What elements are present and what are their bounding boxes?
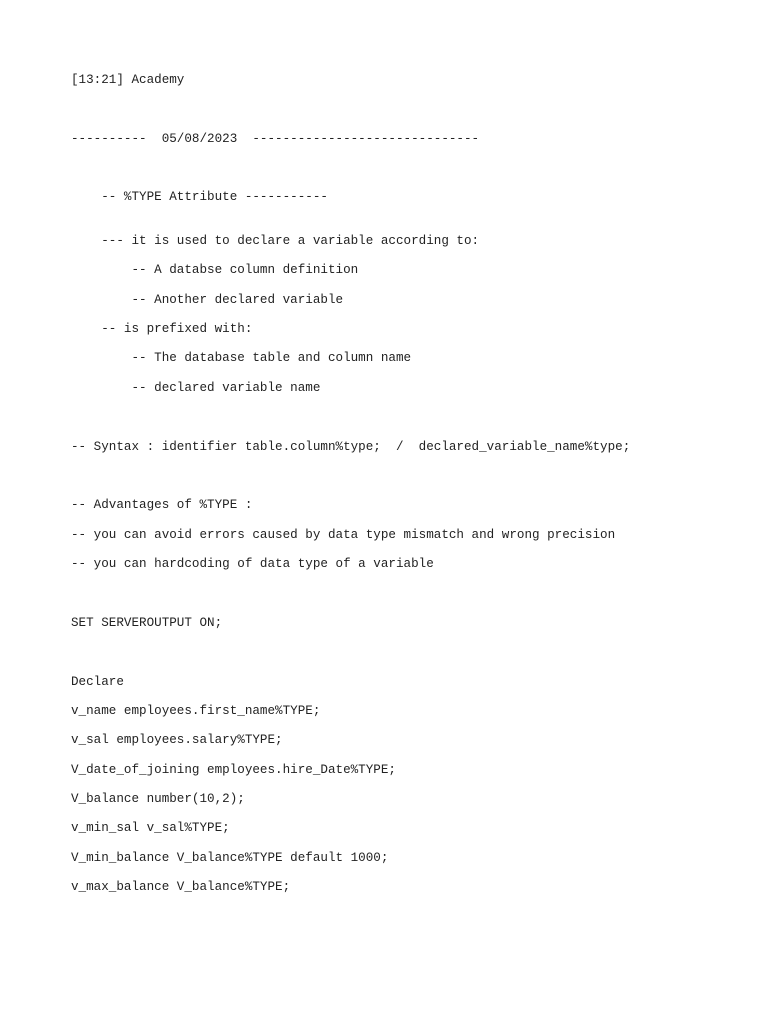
- code-line: V_balance number(10,2);: [71, 792, 245, 806]
- comment-line: -- declared variable name: [71, 381, 321, 395]
- comment-line: -- The database table and column name: [71, 351, 412, 365]
- chat-header-line: [13:21] Academy: [71, 73, 185, 87]
- code-line: v_sal employees.salary%TYPE;: [71, 733, 283, 747]
- date-separator-line: ---------- 05/08/2023 ------------------------------: [71, 132, 480, 146]
- comment-line: -- A databse column definition: [71, 263, 359, 277]
- comment-line: -- you can hardcoding of data type of a variable: [71, 557, 434, 571]
- section-heading-line: -- %TYPE Attribute -----------: [71, 190, 328, 204]
- syntax-line: -- Syntax : identifier table.column%type; / declared_variable_name%type;: [71, 440, 631, 454]
- code-line: Declare: [71, 675, 124, 689]
- advantages-heading-line: -- Advantages of %TYPE :: [71, 498, 253, 512]
- comment-line: -- Another declared variable: [71, 293, 344, 307]
- code-line: v_name employees.first_name%TYPE;: [71, 704, 321, 718]
- comment-line: -- is prefixed with:: [71, 322, 253, 336]
- code-line: V_date_of_joining employees.hire_Date%TYPE;: [71, 763, 396, 777]
- code-line: v_max_balance V_balance%TYPE;: [71, 880, 291, 894]
- code-line: v_min_sal v_sal%TYPE;: [71, 821, 230, 835]
- code-line: V_min_balance V_balance%TYPE default 1000;: [71, 851, 389, 865]
- code-line: SET SERVEROUTPUT ON;: [71, 616, 223, 630]
- comment-line: -- you can avoid errors caused by data type mismatch and wrong precision: [71, 528, 616, 542]
- comment-line: --- it is used to declare a variable according to:: [71, 234, 480, 248]
